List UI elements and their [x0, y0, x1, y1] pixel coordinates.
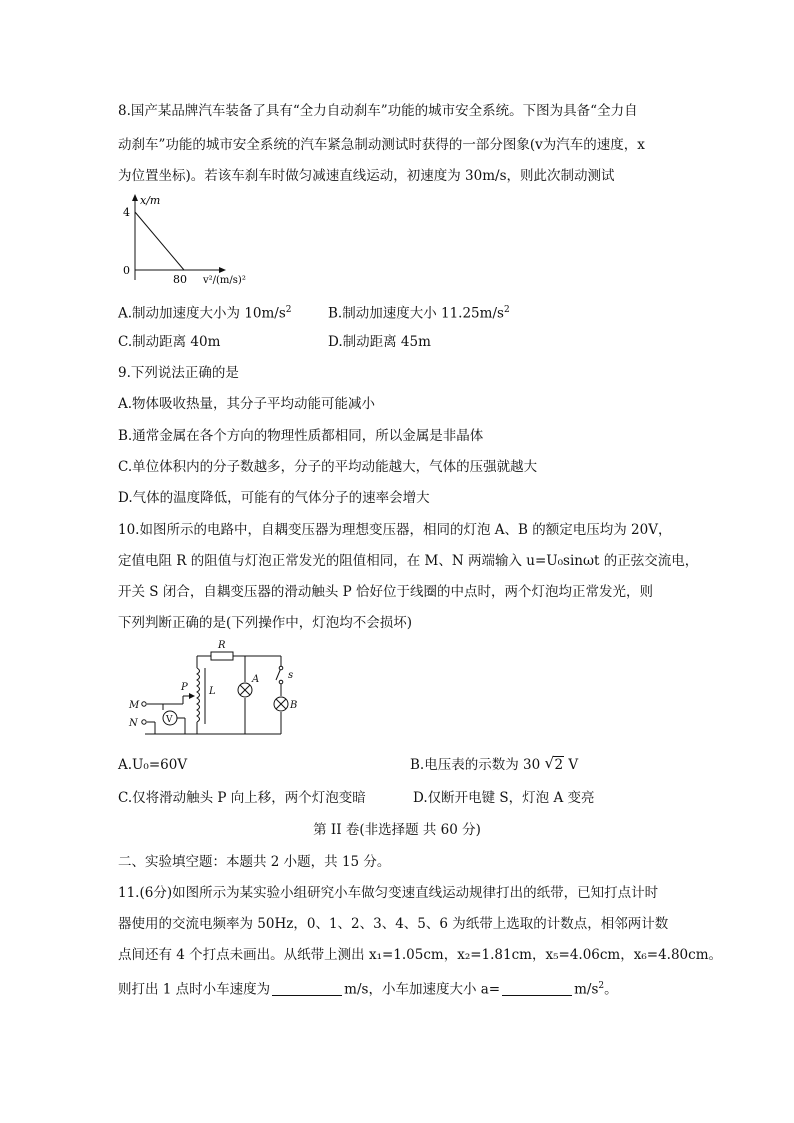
- q8-y-tick: 4: [123, 206, 130, 219]
- q10-option-d: D.仅断开电键 S，灯泡 A 变亮: [413, 790, 595, 806]
- q11-line-4: [118, 976, 618, 1000]
- q9-stem: 9.下列说法正确的是: [118, 365, 239, 381]
- q10-line-3: 开关 S 闭合，自耦变压器的滑动触头 P 恰好位于线圈的中点时，两个灯泡均正常发光，则: [118, 584, 653, 600]
- q10-line-4: 下列判断正确的是(下列操作中，灯泡均不会损坏): [118, 615, 413, 631]
- q10-label-n: N: [129, 718, 138, 729]
- q10-circuit: [125, 638, 305, 742]
- q10-option-c: C.仅将滑动触头 P 向上移，两个灯泡变暗: [118, 790, 366, 806]
- q8-option-a-text: A.制动加速度大小为 10m/s: [118, 305, 286, 322]
- q9-option-a: A.物体吸收热量，其分子平均动能可能减小: [118, 396, 376, 412]
- q8-option-a: [118, 300, 292, 324]
- q8-data-line: [135, 212, 184, 270]
- q9-option-d: D.气体的温度降低，可能有的气体分子的速率会增大: [118, 490, 430, 506]
- q10-line-1: 10.如图所示的电路中，自耦变压器为理想变压器，相同的灯泡 A、B 的额定电压均为 20V，: [118, 522, 672, 538]
- q11-line-3: 点间还有 4 个打点未画出。从纸带上测出 x₁=1.05cm，x₂=1.81cm，x₅=4.06cm，x₆=4.80cm。: [118, 947, 722, 963]
- q8-option-a-exp: 2: [285, 305, 292, 315]
- q10-option-b: [410, 755, 578, 775]
- q8-y-axis-label: x/m: [140, 194, 161, 207]
- q8-option-b-exp: 2: [503, 305, 510, 315]
- q11-accel-blank[interactable]: [502, 981, 572, 996]
- q11-end-mark: 。: [604, 981, 618, 998]
- q10-slider-arrow: [189, 693, 195, 699]
- q10-label-a: A: [252, 674, 260, 685]
- q10-label-v: V: [166, 715, 173, 725]
- q10-coil: [197, 668, 200, 722]
- q11-accel-prompt: m/s，小车加速度大小 a=: [344, 981, 501, 998]
- q10-option-a: A.U₀=60V: [118, 757, 188, 773]
- q11-velocity-prompt: 则打出 1 点时小车速度为: [118, 981, 271, 998]
- q8-origin: 0: [123, 264, 130, 277]
- q10-resistor: [211, 652, 233, 660]
- q10-label-r: R: [218, 640, 226, 651]
- q10-label-p: P: [181, 682, 188, 693]
- q10-option-b-sqrt: √ 2: [544, 754, 564, 773]
- q8-option-c: C.制动距离 40m: [118, 334, 221, 350]
- q8-graph: [115, 192, 265, 286]
- q8-line-3: 为位置坐标)。若该车刹车时做匀减速直线运动，初速度为 30m/s，则此次制动测试: [118, 168, 615, 184]
- q10-label-l: L: [209, 686, 216, 697]
- q10-option-b-root: 2: [554, 757, 564, 773]
- q10-label-s: s: [288, 670, 294, 681]
- q8-line-2: 动刹车”功能的城市安全系统的汽车紧急制动测试时获得的一部分图象(v为汽车的速度，x: [118, 137, 645, 153]
- q8-y-arrow: [132, 194, 138, 201]
- q8-line-1: 8.国产某品牌汽车装备了具有“全力自动刹车”功能的城市安全系统。下图为具备“全力自: [118, 103, 638, 119]
- q8-option-b-text: B.制动加速度大小 11.25m/s: [328, 305, 504, 322]
- q10-option-b-unit: V: [568, 757, 579, 773]
- q9-option-b: B.通常金属在各个方向的物理性质都相同，所以金属是非晶体: [118, 428, 484, 444]
- q11-accel-unit-exp: 2: [598, 981, 605, 991]
- section2-heading: 二、实验填空题：本题共 2 小题，共 15 分。: [118, 854, 391, 870]
- q11-line-2: 器使用的交流电频率为 50Hz，0、1、2、3、4、5、6 为纸带上选取的计数点，相邻两计数: [118, 916, 669, 932]
- q11-accel-unit: m/s: [574, 981, 599, 998]
- section2-title: 第 II 卷(非选择题 共 60 分): [313, 822, 481, 838]
- q8-x-axis-label: v²/(m/s)²: [203, 275, 246, 286]
- q8-option-d: D.制动距离 45m: [328, 334, 431, 350]
- q8-option-b: [328, 300, 510, 324]
- q10-label-b: B: [290, 700, 298, 711]
- q8-x-tick: 80: [173, 273, 187, 286]
- q8-x-arrow: [219, 267, 226, 273]
- q9-option-c: C.单位体积内的分子数越多，分子的平均动能越大，气体的压强就越大: [118, 459, 538, 475]
- q10-line-2: 定值电阻 R 的阻值与灯泡正常发光的阻值相同，在 M、N 两端输入 u=U₀sinωt 的正弦交流电，: [118, 553, 699, 569]
- q10-option-b-text: B.电压表的示数为 30: [410, 757, 541, 773]
- q11-velocity-blank[interactable]: [272, 981, 342, 996]
- q11-line-1: 11.(6分)如图所示为某实验小组研究小车做匀变速直线运动规律打出的纸带，已知打点计时: [118, 885, 659, 901]
- q10-label-m: M: [129, 700, 140, 711]
